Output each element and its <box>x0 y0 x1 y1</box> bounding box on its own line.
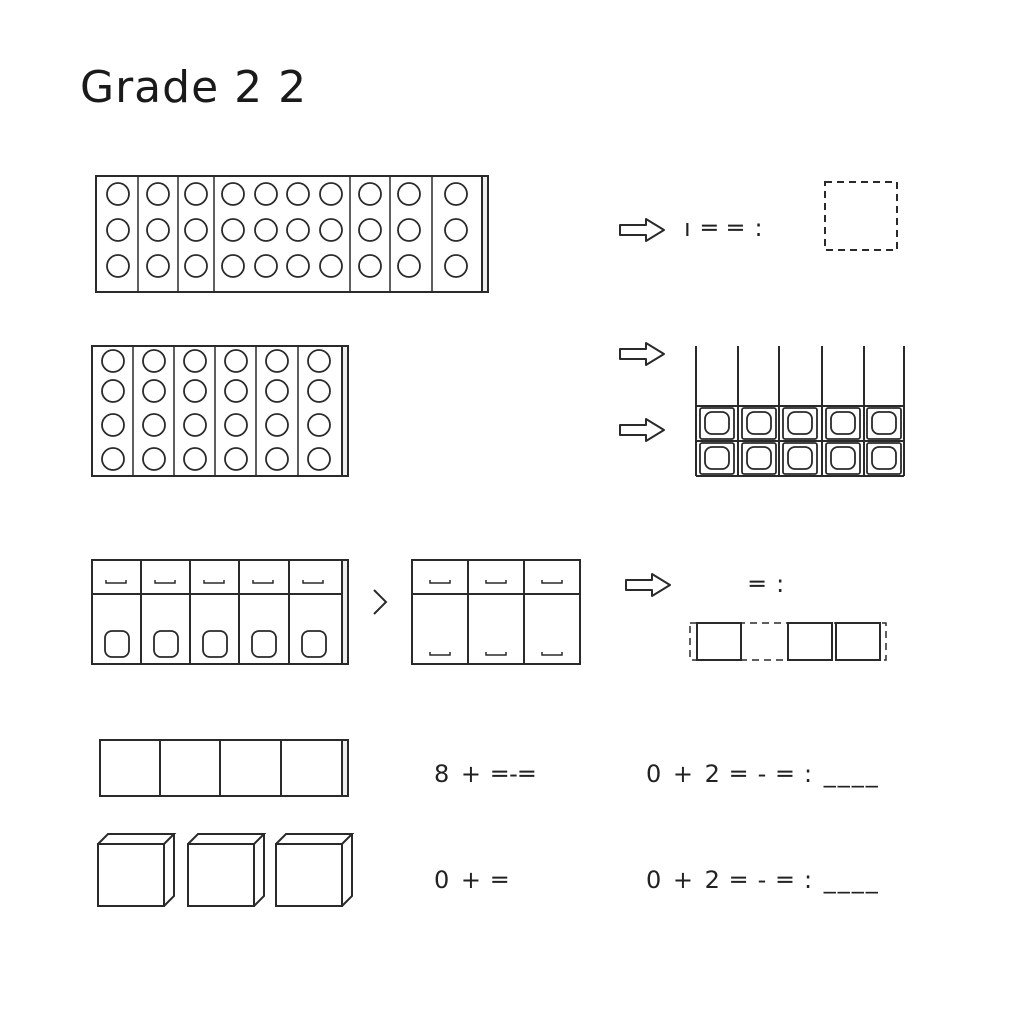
equation-row-4-left: 8 + ═-═ <box>434 760 537 788</box>
equation-row-3: ═ : <box>750 570 787 598</box>
equation-row-1: ı ═ ═ : <box>684 214 765 242</box>
unit-cube-icon <box>188 834 264 906</box>
equation-row-5-left: 0 + ═ <box>434 866 510 894</box>
bar-five-cells <box>92 560 348 664</box>
rod-holes <box>107 183 467 277</box>
bar-three-cells <box>412 560 580 664</box>
equation-row-5-right[interactable]: 0 + 2 ═ - ═ : ____ <box>646 866 880 894</box>
equation-row-4-right[interactable]: 0 + 2 ═ - ═ : ____ <box>646 760 880 788</box>
rod-six-columns <box>92 346 348 476</box>
outline-arrow-right-icon <box>620 419 664 441</box>
bar-four-cells <box>100 740 348 796</box>
greater-than-icon <box>374 590 386 614</box>
outline-arrow-right-icon <box>620 343 664 365</box>
dashed-answer-box-icon[interactable] <box>825 182 897 250</box>
outline-arrow-right-icon <box>620 219 664 241</box>
answer-strip[interactable] <box>690 623 886 660</box>
unit-cube-icon <box>98 834 174 906</box>
rod-column-dividers <box>138 176 432 292</box>
rod-ten-columns <box>96 176 488 292</box>
unit-cube-icon <box>276 834 352 906</box>
open-column-grid <box>696 346 904 476</box>
page-title: Grade 2 2 <box>80 62 308 113</box>
outline-arrow-right-icon <box>626 574 670 596</box>
